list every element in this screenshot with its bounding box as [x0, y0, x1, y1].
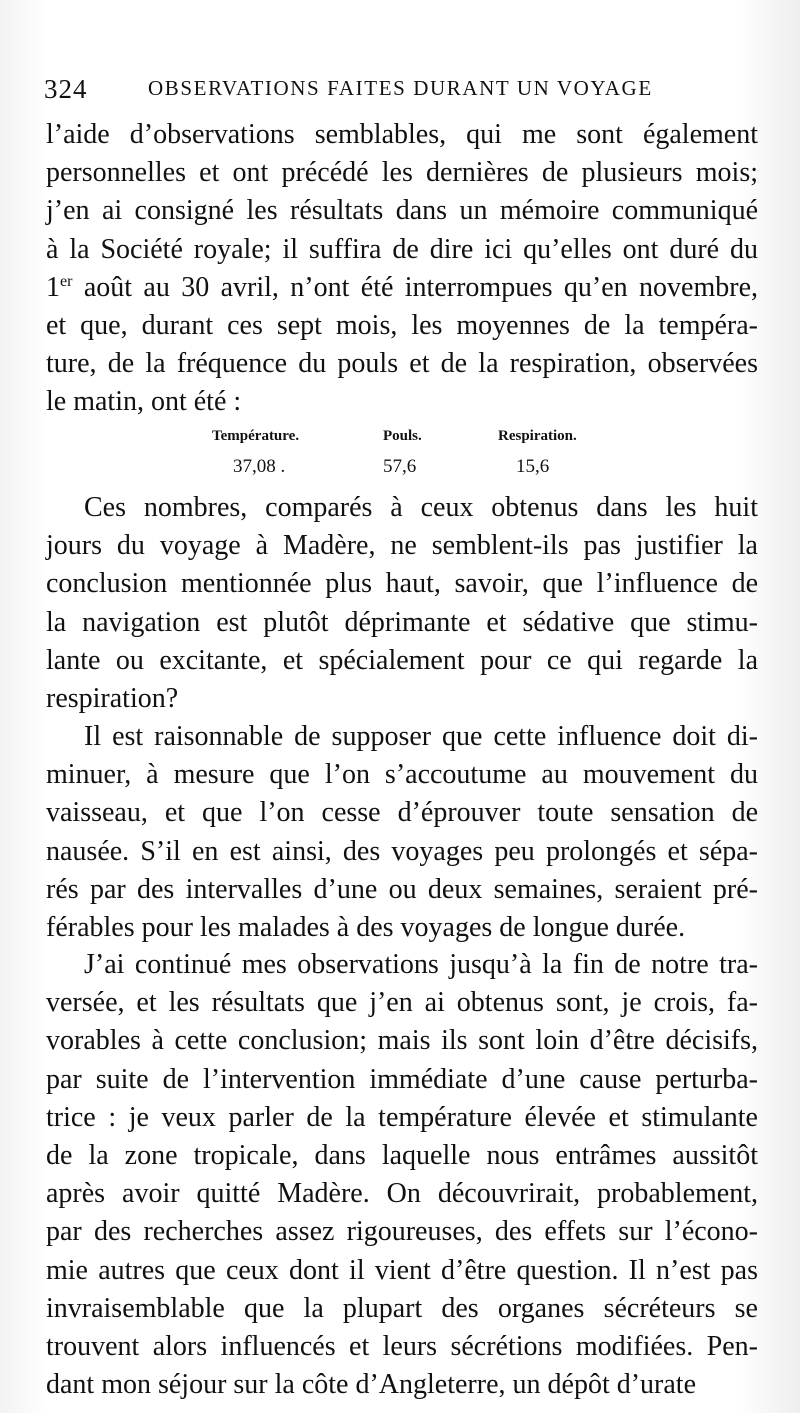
- paragraph-2: [46, 489, 758, 718]
- page-header: [44, 74, 756, 108]
- text-line: Ces nombres, comparés à ceux obtenus dans les huit: [84, 492, 758, 523]
- text-line: férables pour les malades à des voyages de longue durée.: [46, 912, 686, 944]
- text-line: minuer, à mesure que l’on s’accoutume au mouvement du: [46, 759, 758, 791]
- text-line: nausée. S’il en est ainsi, des voyages peu prolongés et sépa-: [46, 835, 758, 867]
- header-respiration: Respiration.: [498, 428, 577, 444]
- text-line: Il est raisonnable de supposer que cette influence doit di-: [84, 721, 758, 752]
- paragraph-1: [46, 116, 758, 422]
- text-line: trouvent alors influencés et leurs sécrétions modifiées. Pen-: [46, 1331, 758, 1363]
- value-respiration: 15,6: [516, 456, 550, 477]
- header-temperature: Température.: [212, 428, 300, 444]
- text-line: [46, 269, 758, 307]
- text-line: par suite de l’intervention immédiate d’une cause perturba-: [46, 1063, 758, 1095]
- paragraph-4: [46, 946, 758, 1404]
- text-line: trice : je veux parler de la température élevée et stimulante: [46, 1101, 758, 1133]
- table-values-row: [200, 452, 620, 476]
- text-line: personnelles et ont précédé les dernières de plusieurs mois;: [46, 157, 758, 189]
- text-line: de la zone tropicale, dans laquelle nous entrâmes aussitôt: [46, 1140, 758, 1172]
- header-pouls: Pouls.: [383, 428, 422, 444]
- text-line: lante ou excitante, et spécialement pour ce qui regarde la: [46, 644, 758, 676]
- text-line: respiration?: [46, 683, 179, 715]
- ordinal-superscript: er: [60, 272, 73, 290]
- text-line: vorables à cette conclusion; mais ils sont loin d’être décisifs,: [46, 1025, 758, 1057]
- text-line: mie autres que ceux dont il vient d’être question. Il n’est pas: [46, 1254, 758, 1286]
- text-line: versée, et les résultats que j’en ai obtenus sont, je crois, fa-: [46, 987, 758, 1019]
- text-line: la navigation est plutôt déprimante et sédative que stimu-: [46, 606, 758, 638]
- value-temperature: 37,08 .: [233, 456, 286, 477]
- averages-table: [200, 428, 620, 476]
- text-line: dant mon séjour sur la côte d’Angleterre, un dépôt d’urate: [46, 1369, 697, 1401]
- text-line: j’en ai consigné les résultats dans un mémoire communiqué: [46, 195, 758, 227]
- table-header-row: [200, 428, 620, 452]
- text-line: et que, durant ces sept mois, les moyennes de la tempéra-: [46, 310, 758, 342]
- value-pouls: 57,6: [383, 456, 417, 477]
- text-line: jours du voyage à Madère, ne semblent-ils pas justifier la: [46, 530, 758, 562]
- text-line: l’aide d’observations semblables, qui me sont également: [46, 119, 758, 150]
- text-line: le matin, ont été :: [46, 386, 242, 418]
- text-line: à la Société royale; il suffira de dire ici qu’elles ont duré du: [46, 233, 758, 265]
- text-line: ture, de la fréquence du pouls et de la respiration, observées: [46, 348, 758, 380]
- text-line: invraisemblable que la plupart des organes sécréteurs se: [46, 1292, 758, 1324]
- paragraph-3: [46, 718, 758, 947]
- text-line: vaisseau, et que l’on cesse d’éprouver toute sensation de: [46, 797, 758, 829]
- running-head: OBSERVATIONS FAITES DURANT UN VOYAGE: [148, 76, 653, 100]
- page-number: 324: [44, 74, 88, 104]
- text-line-rest: août au 30 avril, n’ont été interrompues qu’en novembre,: [72, 271, 758, 303]
- text-line: conclusion mentionnée plus haut, savoir, que l’influence de: [46, 568, 758, 600]
- text-line: après avoir quitté Madère. On découvrirait, probablement,: [46, 1178, 758, 1210]
- text-line: rés par des intervalles d’une ou deux semaines, seraient pré-: [46, 873, 758, 905]
- ordinal-number: 1: [46, 271, 60, 303]
- text-line: par des recherches assez rigoureuses, des effets sur l’écono-: [46, 1216, 758, 1248]
- text-line: J’ai continué mes observations jusqu’à la fin de notre tra-: [84, 949, 758, 980]
